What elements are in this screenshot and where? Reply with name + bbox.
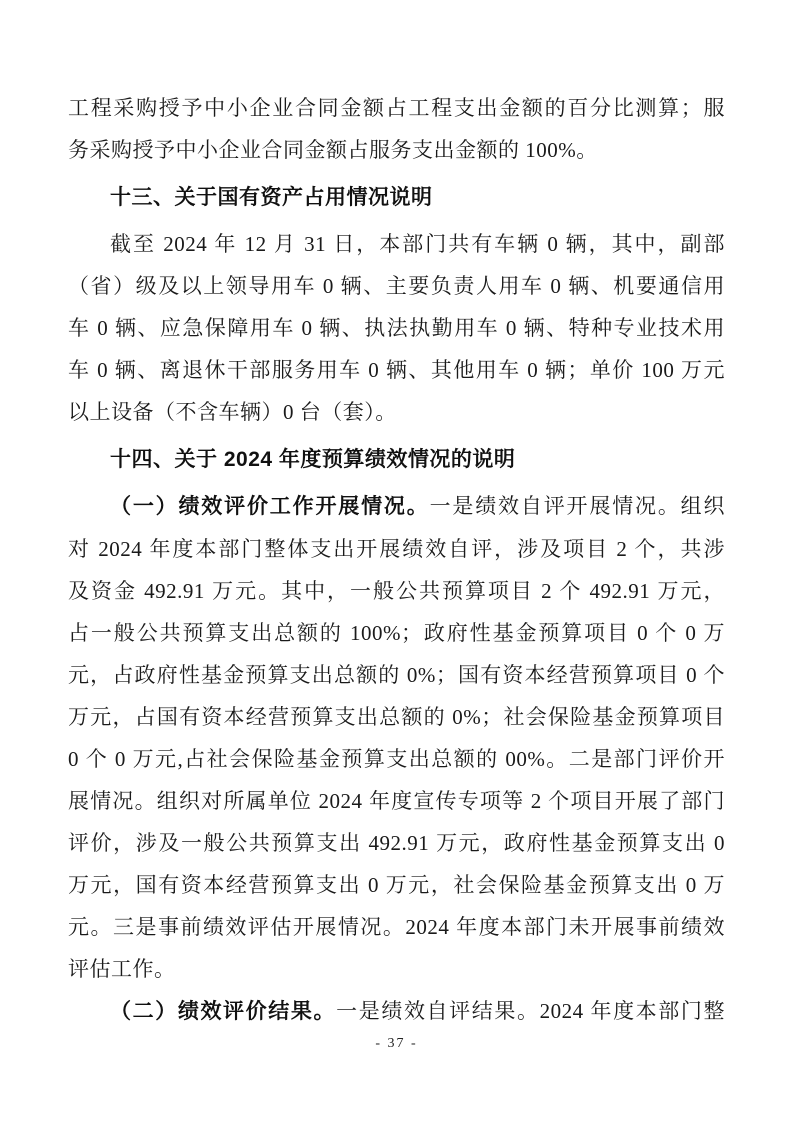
text-line: 评价，涉及一般公共预算支出 492.91 万元，政府性基金预算支出 0 <box>68 831 725 855</box>
text-line: 对 2024 年度本部门整体支出开展绩效自评，涉及项目 2 个，共涉 <box>68 537 725 561</box>
text-line <box>68 990 725 1033</box>
text-line: 评估工作。 <box>68 957 176 981</box>
text-line: （省）级及以上领导用车 0 辆、主要负责人用车 0 辆、机要通信用 <box>68 274 725 298</box>
text-line: 万元，占国有资本经营预算支出总额的 0%；社会保险基金预算项目 <box>68 705 725 729</box>
text-line: 务采购授予中小企业合同金额占服务支出金额的 100%。 <box>68 138 598 162</box>
text-run: 一是绩效自评结果。2024 年度本部门整 <box>336 999 726 1023</box>
text-line: 以上设备（不含车辆）0 台（套）。 <box>68 400 397 424</box>
text-line: 车 0 辆、应急保障用车 0 辆、执法执勤用车 0 辆、特种专业技术用 <box>68 316 725 340</box>
subsection-lead-1: （一）绩效评价工作开展情况。 <box>110 495 430 518</box>
text-line: 元。三是事前绩效评估开展情况。2024 年度本部门未开展事前绩效 <box>68 915 725 939</box>
text-line: 截至 2024 年 12 月 31 日，本部门共有车辆 0 辆，其中，副部 <box>110 232 725 256</box>
page-number: - 37 - <box>375 1036 418 1051</box>
text-run: 一是绩效自评开展情况。组织 <box>429 494 726 518</box>
text-line: 0 个 0 万元,占社会保险基金预算支出总额的 00%。二是部门评价开 <box>68 747 725 771</box>
text-line: 万元，国有资本经营预算支出 0 万元，社会保险基金预算支出 0 万 <box>68 873 725 897</box>
section-heading-13: 十三、关于国有资产占用情况说明 <box>110 186 433 209</box>
subsection-lead-2: （二）绩效评价结果。 <box>110 1000 337 1023</box>
section-heading-14: 十四、关于 2024 年度预算绩效情况的说明 <box>110 448 516 471</box>
text-line: 工程采购授予中小企业合同金额占工程支出金额的百分比测算；服 <box>68 96 725 120</box>
page-body-text <box>68 87 725 1033</box>
text-line: 元，占政府性基金预算支出总额的 0%；国有资本经营预算项目 0 个 <box>68 663 725 687</box>
text-line: 占一般公共预算支出总额的 100%；政府性基金预算项目 0 个 0 万 <box>68 621 725 645</box>
text-line: 及资金 492.91 万元。其中，一般公共预算项目 2 个 492.91 万元， <box>68 579 725 603</box>
text-line <box>68 485 725 528</box>
text-line: 车 0 辆、离退休干部服务用车 0 辆、其他用车 0 辆；单价 100 万元 <box>68 358 725 382</box>
text-line: 展情况。组织对所属单位 2024 年度宣传专项等 2 个项目开展了部门 <box>68 789 725 813</box>
